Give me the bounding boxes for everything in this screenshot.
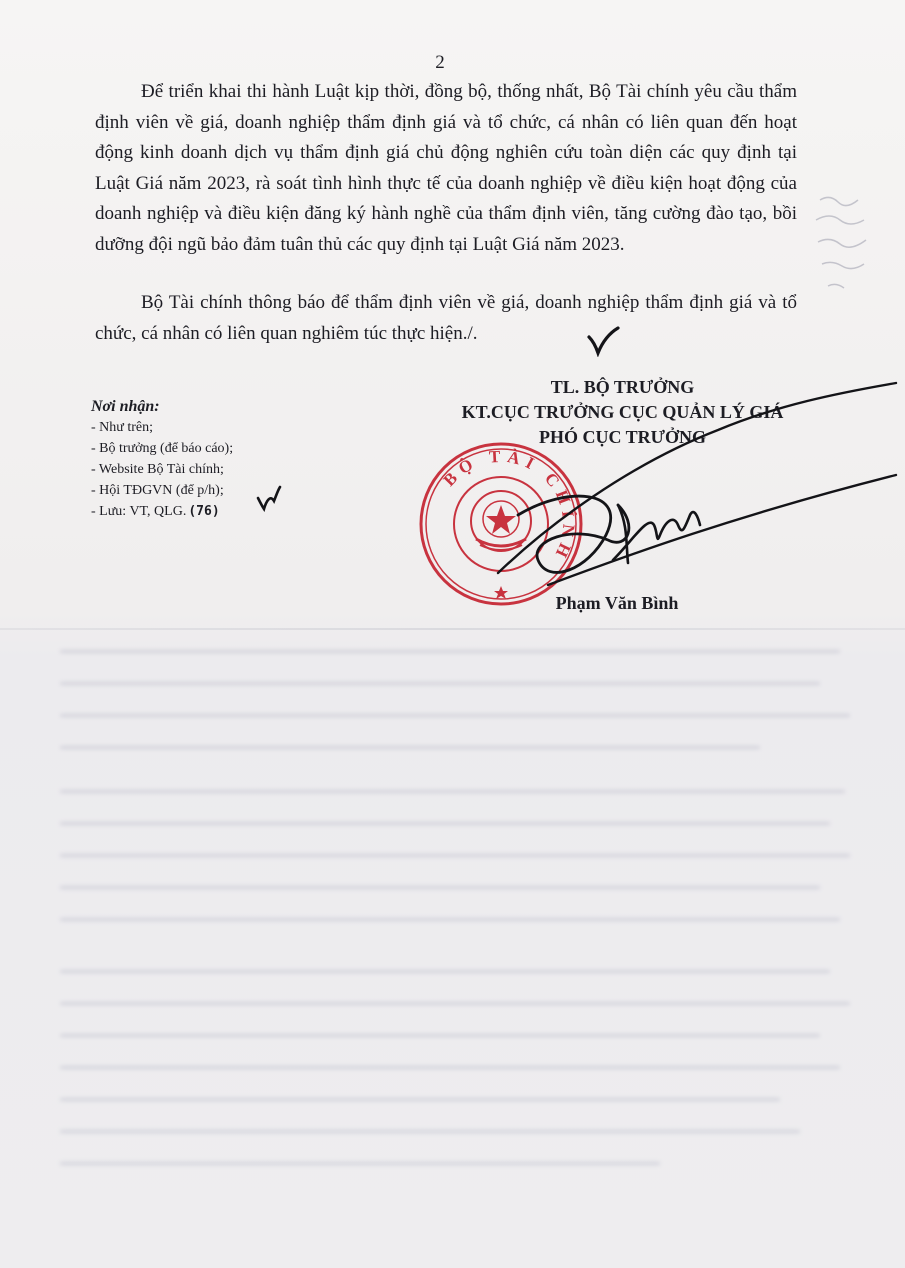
recipient-item: - Website Bộ Tài chính; [91,462,224,477]
recipients-block [91,397,233,522]
margin-scribble [810,180,900,320]
recipients-list [91,417,233,522]
checkmark-icon [256,484,282,512]
signer-title-line-2: KT.CỤC TRƯỞNG CỤC QUẢN LÝ GIÁ [461,402,784,422]
page-fold-line [0,628,905,630]
recipients-title: Nơi nhận: [91,398,160,415]
handwritten-signature [478,375,898,615]
recipient-item: - Bộ trưởng (để báo cáo); [91,441,234,456]
signer-title-line-1: TL. BỘ TRƯỞNG [550,377,695,397]
recipient-item [91,501,233,522]
svg-text:BỘ TÀI CHÍNH: BỘ TÀI CHÍNH [439,446,579,566]
handwritten-count: (76) [188,504,220,519]
checkmark-icon [586,325,620,357]
body-paragraph-2: Bộ Tài chính thông báo để thẩm định viên về giá, doanh nghiệp thẩm định giá và tổ chức, cá nhân có liên quan nghiêm túc thực hiện./. [95,292,797,344]
body-paragraph-1: Để triển khai thi hành Luật kịp thời, đồng bộ, thống nhất, Bộ Tài chính yêu cầu thẩm định viên về giá, doanh nghiệp thẩm định giá và tổ chức, cá nhân có liên quan đến hoạt động kinh doanh dịch vụ thẩm định giá chủ động nghiên cứu toàn diện các quy định tại Luật Giá năm 2023, rà soát tình hình thực tế của doanh nghiệp về điều kiện hoạt động của doanh nghiệp và điều kiện đăng ký hành nghề của thẩm định viên, tăng cường đào tạo, bồi dưỡng đội ngũ bảo đảm tuân thủ các quy định tại Luật Giá năm 2023. [95,81,797,255]
page-number: 2 [435,52,445,73]
signer-name: Phạm Văn Bình [555,593,679,613]
recipient-item: - Như trên; [91,420,154,435]
signer-title-line-3: PHÓ CỤC TRƯỞNG [538,427,706,447]
bleed-through-text [60,640,870,1200]
recipient-item-text: - Lưu: VT, QLG. [91,504,187,519]
recipient-item: - Hội TĐGVN (để p/h); [91,483,224,498]
